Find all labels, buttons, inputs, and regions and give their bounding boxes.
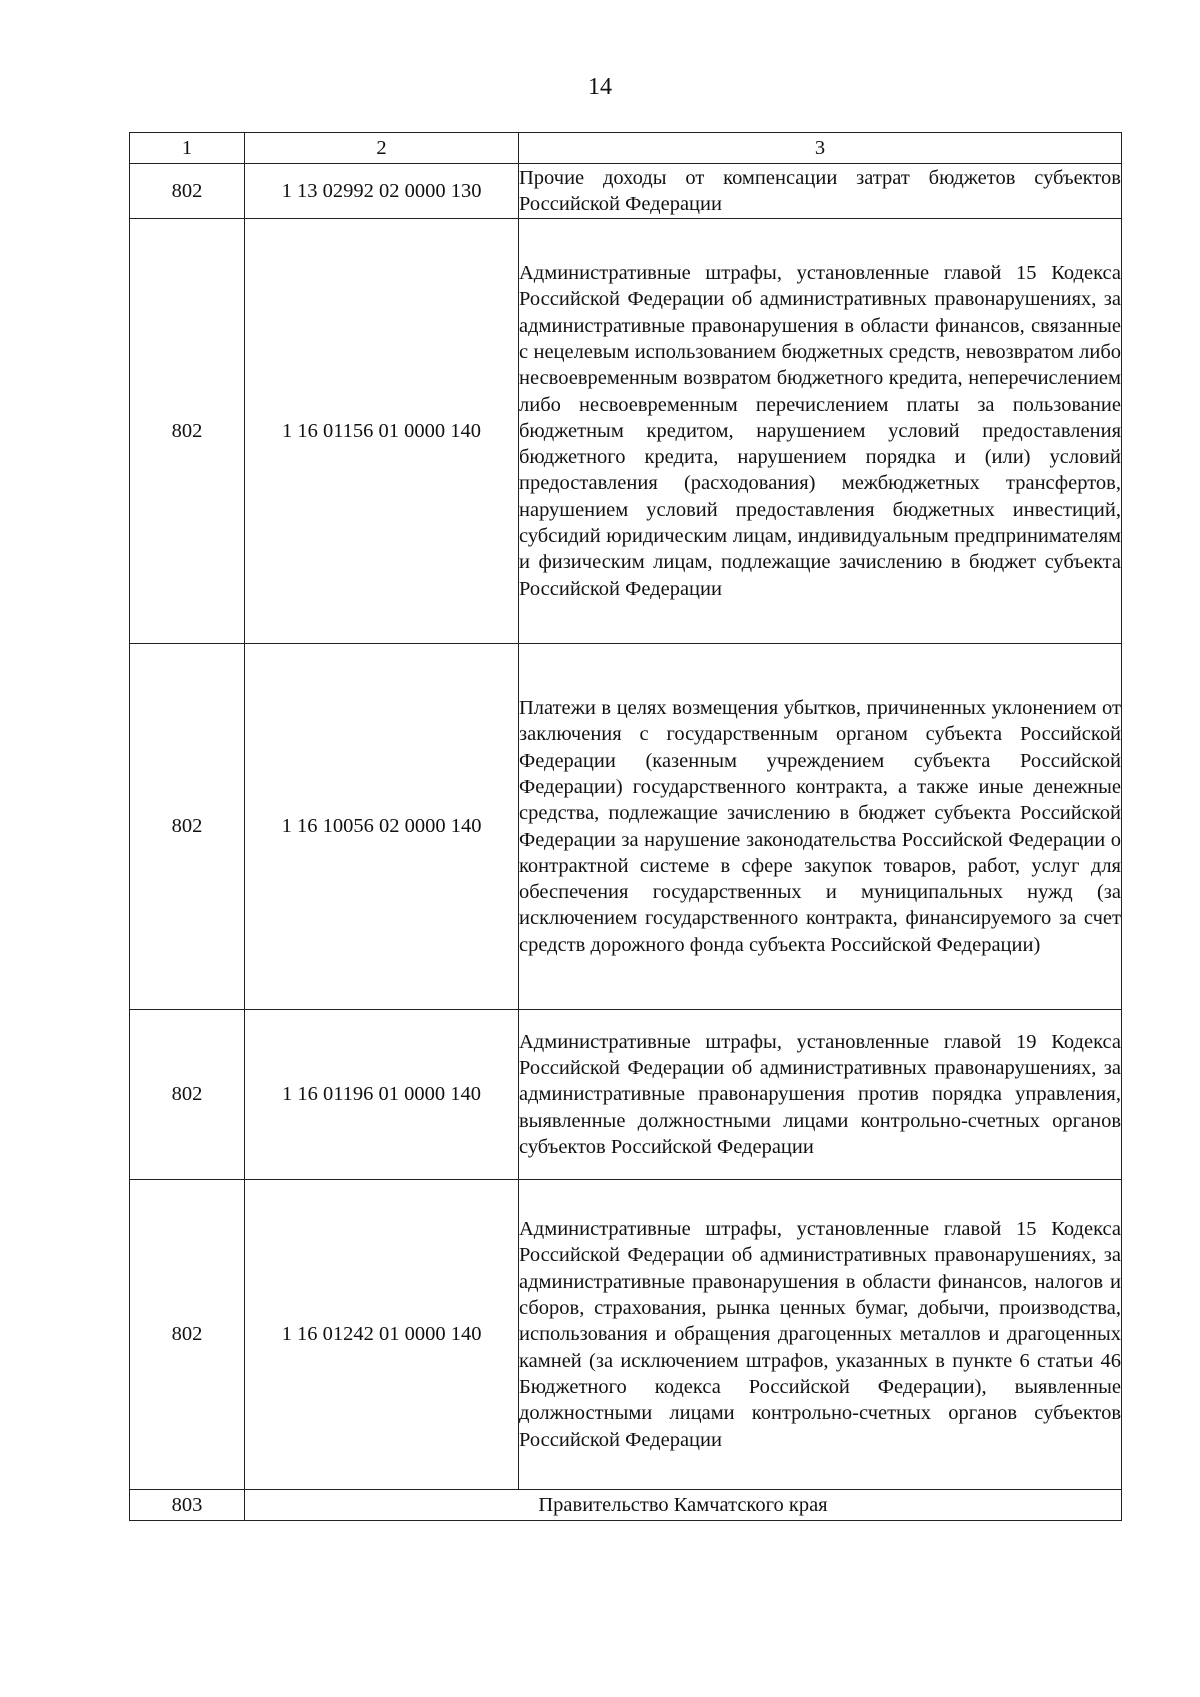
column-header-2: 2: [245, 133, 519, 164]
budget-code-cell: 1 16 01156 01 0000 140: [245, 219, 519, 644]
admin-code-cell: 802: [130, 219, 245, 644]
description-cell: Административные штрафы, установленные главой 15 Кодекса Российской Федерации об административных правонарушениях, за административные правонарушения в области финансов, связанные с нецелевым использованием бюджетных средств, невозвратом либо несвоевременным возвратом бюджетного кредита, неперечислением либо несвоевременным перечислением платы за пользование бюджетным кредитом, нарушением условий предоставления бюджетного кредита, нарушением порядка и (или) условий предоставления (расходования) межбюджетных трансфертов, нарушением условий предоставления бюджетных инвестиций, субсидий юридическим лицам, индивидуальным предпринимателям и физическим лицам, подлежащие зачислению в бюджет субъекта Российской Федерации: [519, 219, 1122, 644]
budget-code-cell: 1 16 01196 01 0000 140: [245, 1010, 519, 1180]
table-row: [130, 164, 1122, 219]
admin-code-cell: 803: [130, 1490, 245, 1521]
column-header-1: 1: [130, 133, 245, 164]
admin-code-cell: 802: [130, 1180, 245, 1490]
description-cell: Административные штрафы, установленные главой 15 Кодекса Российской Федерации об административных правонарушениях, за административные правонарушения в области финансов, налогов и сборов, страхования, рынка ценных бумаг, добычи, производства, использования и обращения драгоценных металлов и драгоценных камней (за исключением штрафов, указанных в пункте 6 статьи 46 Бюджетного кодекса Российской Федерации), выявленные должностными лицами контрольно-счетных органов субъектов Российской Федерации: [519, 1180, 1122, 1490]
admin-code-cell: 802: [130, 1010, 245, 1180]
page-number: 14: [588, 74, 612, 100]
header-row: [130, 133, 1122, 164]
description-cell: Прочие доходы от компенсации затрат бюджетов субъектов Российской Федерации: [519, 164, 1122, 219]
admin-code-cell: 802: [130, 644, 245, 1010]
table-row: [130, 219, 1122, 644]
table-row: [130, 644, 1122, 1010]
description-cell: Платежи в целях возмещения убытков, причиненных уклонением от заключения с государственным органом субъекта Российской Федерации (казенным учреждением субъекта Российской Федерации) государственного контракта, а также иные денежные средства, подлежащие зачислению в бюджет субъекта Российской Федерации за нарушение законодательства Российской Федерации о контрактной системе в сфере закупок товаров, работ, услуг для обеспечения государственных и муниципальных нужд (за исключением государственного контракта, финансируемого за счет средств дорожного фонда субъекта Российской Федерации): [519, 644, 1122, 1010]
description-cell: Административные штрафы, установленные главой 19 Кодекса Российской Федерации об административных правонарушениях, за административные правонарушения против порядка управления, выявленные должностными лицами контрольно-счетных органов субъектов Российской Федерации: [519, 1010, 1122, 1180]
table-row: [130, 1180, 1122, 1490]
revenue-codes-table: [129, 132, 1122, 1521]
column-header-3: 3: [519, 133, 1122, 164]
admin-code-cell: 802: [130, 164, 245, 219]
table-row: [130, 1490, 1122, 1521]
budget-code-cell: 1 16 10056 02 0000 140: [245, 644, 519, 1010]
administrator-name-cell: Правительство Камчатского края: [245, 1490, 1122, 1521]
table-row: [130, 1010, 1122, 1180]
budget-code-cell: 1 16 01242 01 0000 140: [245, 1180, 519, 1490]
budget-code-cell: 1 13 02992 02 0000 130: [245, 164, 519, 219]
